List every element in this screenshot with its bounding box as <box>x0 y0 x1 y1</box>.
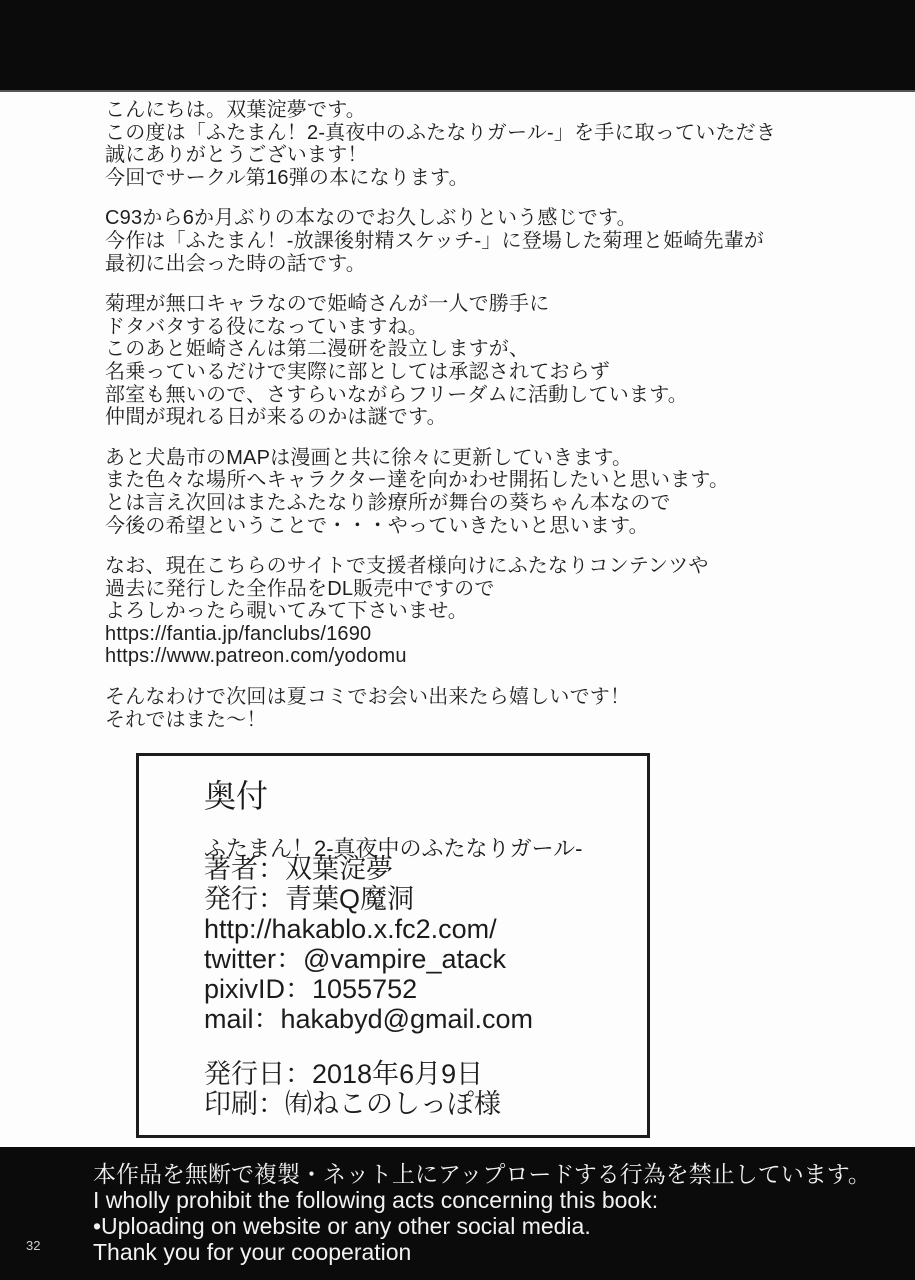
text-line: このあと姫崎さんは第二漫研を設立しますが、 <box>105 338 530 361</box>
text-line: あと犬島市のMAPは漫画と共に徐々に更新していきます。 <box>105 446 633 469</box>
text-line: ドタバタする役になっていますね。 <box>105 315 428 338</box>
text-line: twitter：@vampire_atack <box>204 944 506 974</box>
paragraph <box>105 447 895 537</box>
text-line: 印刷：㈲ねこのしっぽ様 <box>204 1089 501 1119</box>
text-line: また色々な場所へキャラクター達を向かわせ開拓したいと思います。 <box>105 469 730 492</box>
bottom-black-bar <box>0 1147 915 1280</box>
text-line: 部室も無いので、さすらいながらフリーダムに活動しています。 <box>105 383 688 406</box>
paragraph <box>105 293 895 429</box>
text-line: とは言え次回はまたふたなり診療所が舞台の葵ちゃん本なので <box>105 491 671 514</box>
text-line: mail：hakabyd@gmail.com <box>204 1004 534 1034</box>
colophon-box <box>136 753 650 1138</box>
text-line: 仲間が現れる日が来るのかは謎です。 <box>105 406 447 429</box>
text-line: それではまた～！ <box>105 708 267 731</box>
text-line: I wholly prohibit the following acts concerning this book: <box>93 1187 659 1213</box>
text-line: 著者：双葉淀夢 <box>204 854 393 884</box>
colophon-title: 奥付 <box>204 778 269 814</box>
text-line: 最初に出会った時の話です。 <box>105 252 366 275</box>
colophon-credit-lines <box>204 854 533 1034</box>
paragraph <box>105 686 895 731</box>
text-line: 菊理が無口キャラなので姫崎さんが一人で勝手に <box>105 293 550 316</box>
text-line: 過去に発行した全作品をDL販売中ですので <box>105 577 495 600</box>
copyright-warning <box>93 1161 871 1265</box>
text-line: https://www.patreon.com/yodomu <box>105 645 407 668</box>
text-line: そんなわけで次回は夏コミでお会い出来たら嬉しいです！ <box>105 686 631 709</box>
text-line: https://fantia.jp/fanclubs/1690 <box>105 622 372 645</box>
page-number: 32 <box>26 1238 41 1253</box>
text-line: よろしかったら覗いてみて下さいませ。 <box>105 600 468 623</box>
text-line: •Uploading on website or any other social media. <box>93 1213 591 1239</box>
text-line: 発行：青葉Q魔洞 <box>204 884 415 914</box>
paragraph <box>105 207 895 275</box>
top-black-bar <box>0 0 915 92</box>
text-line: Thank you for your cooperation <box>93 1239 412 1265</box>
paragraph <box>105 555 895 668</box>
colophon-book-title: ふたまん！2-真夜中のふたなりガール- <box>204 836 583 861</box>
afterword-body-text <box>105 99 895 749</box>
colophon-print-info <box>204 1059 501 1119</box>
paragraph <box>105 99 895 189</box>
text-line: 今後の希望ということで・・・やっていきたいと思います。 <box>105 514 649 537</box>
text-line: pixivID：1055752 <box>204 974 418 1004</box>
text-line: 今作は「ふたまん！-放課後射精スケッチ-」に登場した菊理と姫崎先輩が <box>105 229 765 252</box>
text-line: 発行日：2018年6月9日 <box>204 1059 484 1089</box>
text-line: C93から6か月ぶりの本なのでお久しぶりという感じです。 <box>105 207 637 230</box>
text-line: http://hakablo.x.fc2.com/ <box>204 914 497 944</box>
text-line: なお、現在こちらのサイトで支援者様向けにふたなりコンテンツや <box>105 555 709 578</box>
text-line: 本作品を無断で複製・ネット上にアップロードする行為を禁止しています。 <box>93 1161 871 1187</box>
text-line: 今回でサークル第16弾の本になります。 <box>105 166 469 189</box>
text-line: 名乗っているだけで実際に部としては承認されておらず <box>105 360 610 383</box>
text-line: この度は「ふたまん！2-真夜中のふたなりガール-」を手に取っていただき <box>105 121 777 144</box>
text-line: 誠にありがとうございます！ <box>105 144 368 167</box>
text-line: こんにちは。双葉淀夢です。 <box>105 99 366 121</box>
